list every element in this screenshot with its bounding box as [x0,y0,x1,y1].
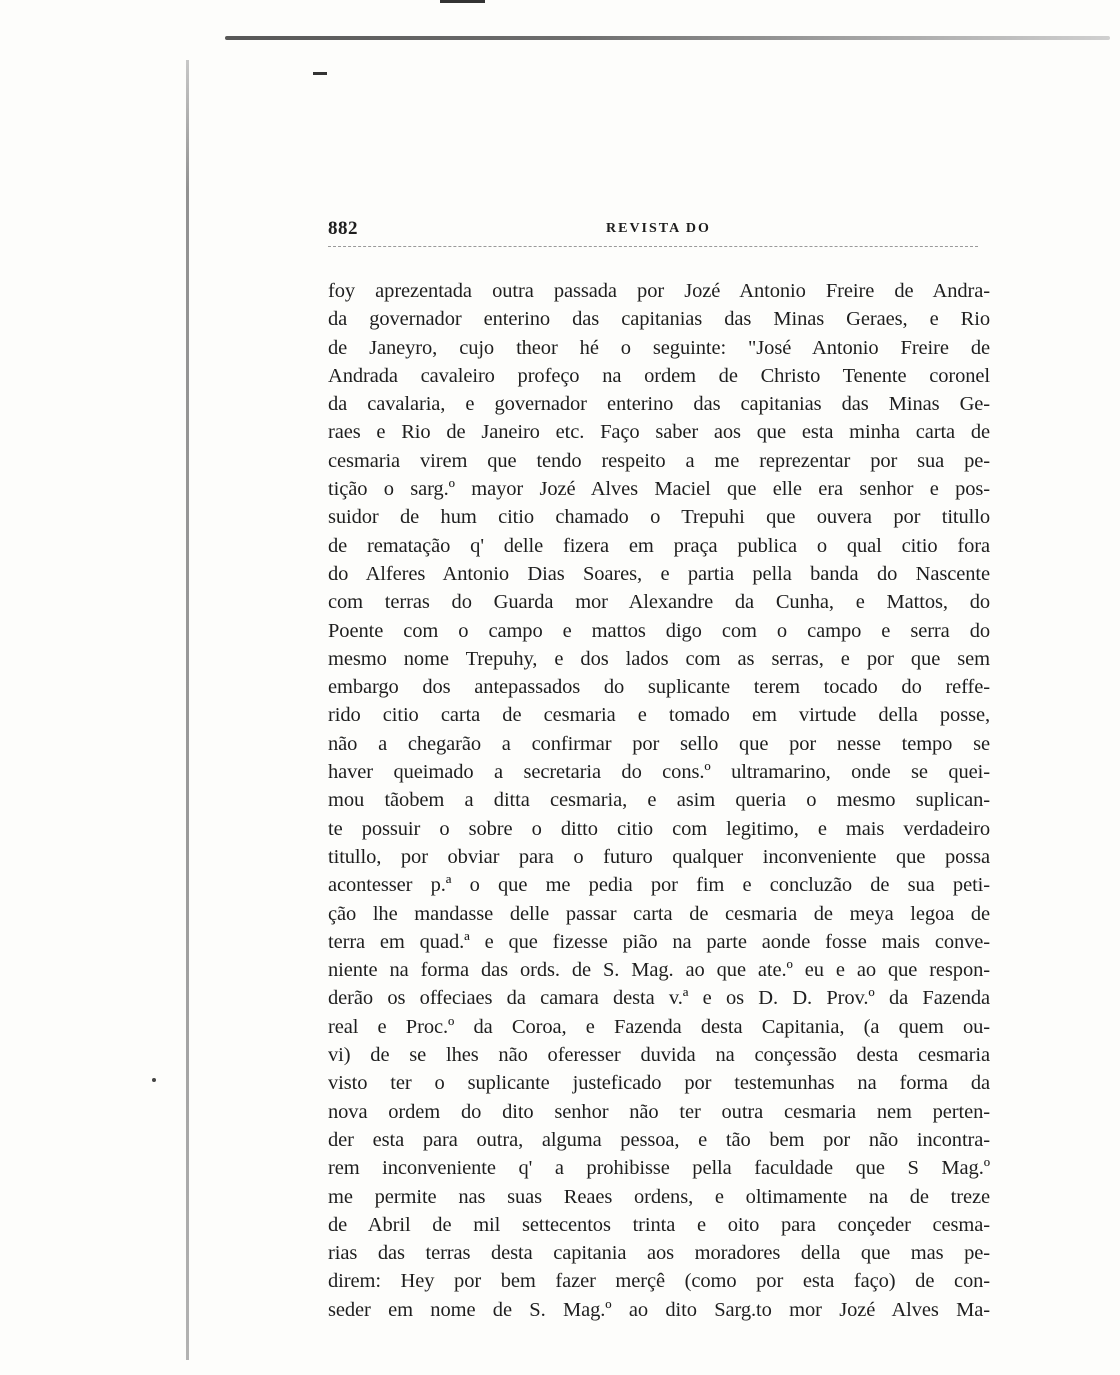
text-line: da governador enterino das capitanias das Minas Geraes, e Rio [328,308,990,331]
body-text [328,277,990,1324]
text-line: embargo dos antepassados do suplicante terem tocado do reffe- [328,676,990,699]
text-line: derão os offeciaes da camara desta v.ª e os D. D. Prov.º da Fazenda [328,987,990,1010]
text-line: te possuir o sobre o ditto citio com legitimo, e mais verdadeiro [328,817,990,840]
text-line: Andrada cavaleiro profeço na ordem de Christo Tenente coronel [328,364,990,387]
text-line: direm: Hey por bem fazer merçê (como por esta faço) de con- [328,1270,990,1293]
text-line: Poente com o campo e mattos digo com o campo e serra do [328,619,990,642]
text-line: rias das terras desta capitania aos moradores della que mas pe- [328,1242,990,1265]
text-line: tição o sarg.º mayor Jozé Alves Maciel que elle era senhor e pos- [328,478,990,501]
text-line: acontesser p.ª o que me pedia por fim e concluzão de sua peti- [328,874,990,897]
running-head: REVISTA DO [606,221,711,236]
scan-artifact-tick [313,72,327,75]
text-line: real e Proc.º da Coroa, e Fazenda desta Capitania, (a quem ou- [328,1015,990,1038]
text-line: não a chegarão a confirmar por sello que por nesse tempo se [328,732,990,755]
text-line: mou tãobem a ditta cesmaria, e asim queria o mesmo suplican- [328,789,990,812]
scan-edge-rule [225,36,1110,40]
text-line: de rematação q' delle fizera em praça publica o qual citio fora [328,534,990,557]
page-number: 882 [328,218,358,239]
text-line: suidor de hum citio chamado o Trepuhi que ouvera por titullo [328,506,990,529]
text-line: cesmaria virem que tendo respeito a me reprezentar por sua pe- [328,449,990,472]
text-line: visto ter o suplicante justeficado por testemunhas na forma da [328,1072,990,1095]
text-line: ção lhe mandasse delle passar carta de cesmaria de meya legoa de [328,902,990,925]
text-line: com terras do Guarda mor Alexandre da Cunha, e Mattos, do [328,591,990,614]
text-line: seder em nome de S. Mag.º ao dito Sarg.to mor Jozé Alves Ma- [328,1298,990,1321]
text-line: de Janeyro, cujo theor hé o seguinte: "José Antonio Freire de [328,336,990,359]
text-line: haver queimado a secretaria do cons.º ultramarino, onde se quei- [328,761,990,784]
binding-gutter-line [186,60,189,1360]
text-line: der esta para outra, alguma pessoa, e tão bem por não incontra- [328,1128,990,1151]
text-line: rido citio carta de cesmaria e tomado em virtude della posse, [328,704,990,727]
text-line: do Alferes Antonio Dias Soares, e partia pella banda do Nascente [328,562,990,585]
text-line: raes e Rio de Janeiro etc. Faço saber aos que esta minha carta de [328,421,990,444]
text-line: titullo, por obviar para o futuro qualquer inconveniente que possa [328,845,990,868]
text-line: nova ordem do dito senhor não ter outra cesmaria nem perten- [328,1100,990,1123]
scan-artifact-dot [152,1078,156,1082]
text-line: da cavalaria, e governador enterino das capitanias das Minas Ge- [328,393,990,416]
text-line: foy aprezentada outra passada por Jozé Antonio Freire de Andra- [328,280,990,302]
text-line: vi) de se lhes não oferesser duvida na conçessão desta cesmaria [328,1044,990,1067]
text-line: terra em quad.ª e que fizesse pião na parte aonde fosse mais conve- [328,930,990,953]
text-line: niente na forma das ords. de S. Mag. ao que ate.º eu e ao que respon- [328,959,990,982]
text-line: mesmo nome Trepuhy, e dos lados com as serras, e por que sem [328,647,990,670]
page-header [328,218,988,248]
scan-artifact-top [440,0,485,3]
text-line: de Abril de mil settecentos trinta e oito para conçeder cesma- [328,1213,990,1236]
text-line: rem inconveniente q' a prohibisse pella faculdade que S Mag.º [328,1157,990,1180]
text-line: me permite nas suas Reaes ordens, e oltimamente na de treze [328,1185,990,1208]
header-rule [328,246,978,247]
